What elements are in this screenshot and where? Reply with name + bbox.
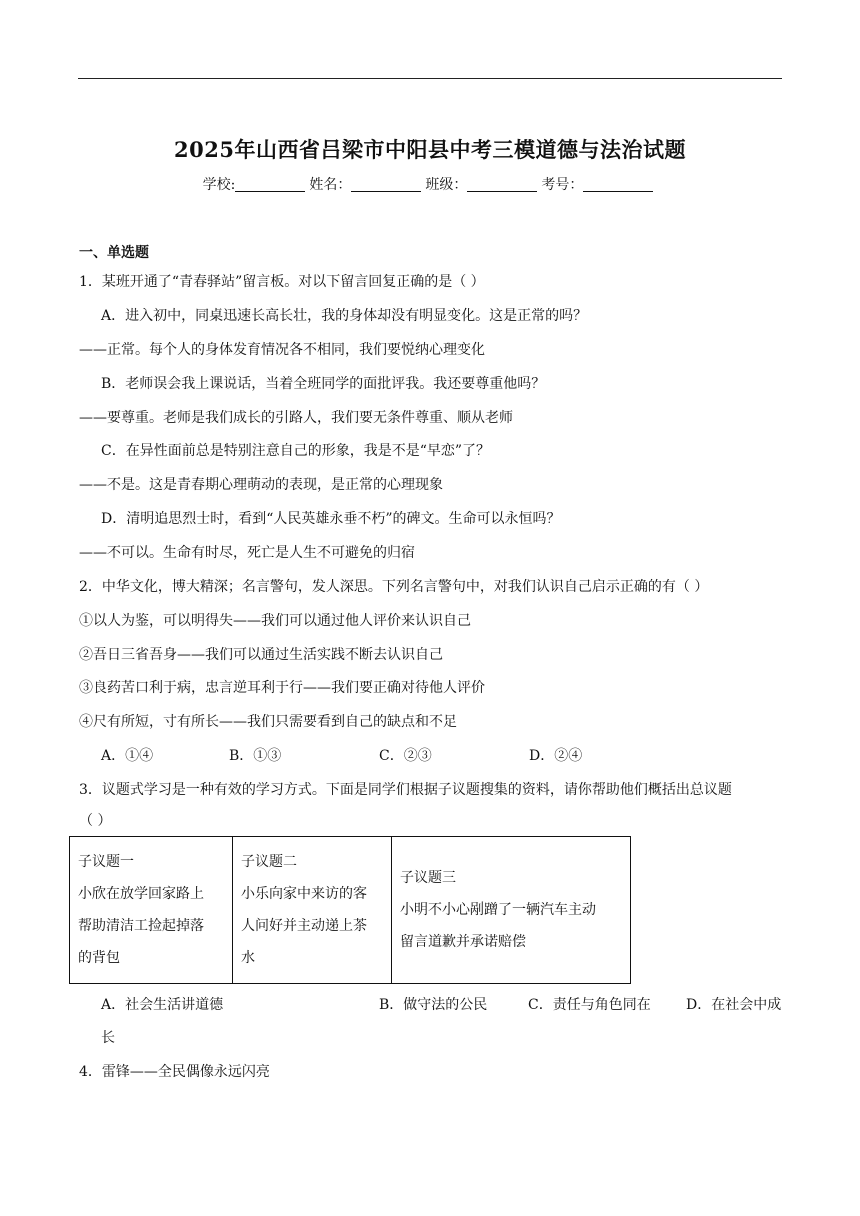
- sub-issue-1-line: 小欣在放学回家路上: [78, 886, 204, 902]
- name-label: 姓名：: [309, 177, 352, 193]
- sub-issue-2-line: 小乐向家中来访的客: [241, 886, 367, 902]
- q2-option-c: C．②③: [379, 748, 432, 764]
- q3-option-b: B．做守法的公民: [379, 997, 488, 1013]
- q2-statement-1: ①以人为鉴，可以明得失——我们可以通过他人评价来认识自己: [79, 613, 471, 629]
- section-heading: 一、单选题: [79, 245, 149, 261]
- school-label: 学校:: [202, 177, 236, 193]
- header-rule: [78, 78, 782, 79]
- student-info-line: [0, 174, 860, 194]
- sub-issue-2-line: 人问好并主动递上茶: [241, 918, 367, 934]
- name-blank: [351, 177, 421, 192]
- q3-stem: 3．议题式学习是一种有效的学习方式。下面是同学们根据子议题搜集的资料，请你帮助他们概括出总议题: [79, 782, 732, 798]
- q2-option-b: B．①③: [229, 748, 282, 764]
- sub-issue-1-line: 帮助清洁工捡起掉落: [78, 918, 204, 934]
- number-blank: [583, 177, 653, 192]
- q1-option-c-reply: ——不是。这是青春期心理萌动的表现，是正常的心理现象: [79, 477, 443, 493]
- sub-issue-3-line: 小明不小心剐蹭了一辆汽车主动: [400, 902, 596, 918]
- sub-issue-table: [69, 836, 631, 984]
- page-title: 2025年山西省吕梁市中阳县中考三模道德与法治试题: [174, 137, 686, 162]
- q1-stem: 1．某班开通了“青春驿站”留言板。对以下留言回复正确的是（ ）: [79, 274, 485, 290]
- sub-issue-2-title: 子议题二: [241, 854, 297, 870]
- q1-option-a: A．进入初中，同桌迅速长高长壮，我的身体却没有明显变化。这是正常的吗？: [101, 308, 588, 324]
- sub-issue-3-title: 子议题三: [400, 870, 456, 886]
- q1-option-b: B．老师误会我上课说话，当着全班同学的面批评我。我还要尊重他吗？: [101, 376, 546, 392]
- q1-option-c: C．在异性面前总是特别注意自己的形象，我是不是“早恋”了？: [101, 443, 491, 459]
- q3-stem-tail: （ ）: [79, 813, 112, 829]
- sub-issue-3-line: 留言道歉并承诺赔偿: [400, 934, 526, 950]
- number-label: 考号：: [541, 177, 584, 193]
- sub-issue-2-line: 水: [241, 950, 255, 966]
- sub-issue-1-line: 的背包: [78, 950, 120, 966]
- q1-option-d-reply: ——不可以。生命有时尽，死亡是人生不可避免的归宿: [79, 545, 415, 561]
- q2-stem: 2．中华文化，博大精深；名言警句，发人深思。下列名言警句中，对我们认识自己启示正确的有（ ）: [79, 579, 709, 595]
- q1-option-b-reply: ——要尊重。老师是我们成长的引路人，我们要无条件尊重、顺从老师: [79, 410, 513, 426]
- table-cell-sub-issue-1: [70, 837, 233, 984]
- q2-statement-4: ④尺有所短，寸有所长——我们只需要看到自己的缺点和不足: [79, 714, 457, 730]
- q3-option-d: D．在社会中成: [686, 997, 782, 1013]
- q2-statement-3: ③良药苦口利于病，忠言逆耳利于行——我们要正确对待他人评价: [79, 680, 485, 696]
- q2-option-a: A．①④: [101, 748, 154, 764]
- school-blank: [235, 177, 305, 192]
- table-row: [70, 837, 631, 984]
- q2-statement-2: ②吾日三省吾身——我们可以通过生活实践不断去认识自己: [79, 647, 443, 663]
- table-cell-sub-issue-3: [392, 837, 631, 984]
- q3-option-d-tail: 长: [101, 1030, 115, 1046]
- class-blank: [467, 177, 537, 192]
- sub-issue-1-title: 子议题一: [78, 854, 134, 870]
- table-cell-sub-issue-2: [233, 837, 392, 984]
- q3-option-a: A．社会生活讲道德: [101, 997, 224, 1013]
- q3-option-c: C．责任与角色同在: [528, 997, 651, 1013]
- q4-stem: 4．雷锋——全民偶像永远闪亮: [79, 1064, 270, 1080]
- q1-option-a-reply: ——正常。每个人的身体发育情况各不相同，我们要悦纳心理变化: [79, 342, 485, 358]
- q2-option-d: D．②④: [529, 748, 583, 764]
- class-label: 班级：: [425, 177, 468, 193]
- q1-option-d: D．清明追思烈士时，看到“人民英雄永垂不朽”的碑文。生命可以永恒吗？: [101, 511, 561, 527]
